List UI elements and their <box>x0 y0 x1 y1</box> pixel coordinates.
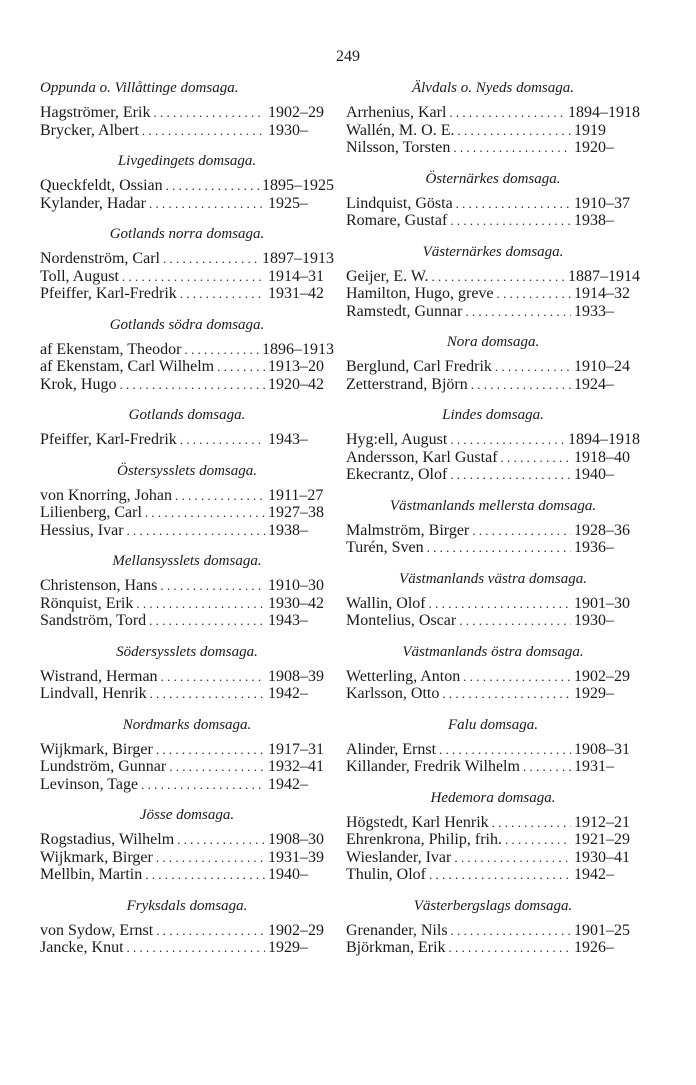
dot-leader <box>450 212 571 229</box>
judge-entry <box>40 685 334 703</box>
tenure-years: 1914–31 <box>268 267 324 285</box>
judge-entry <box>40 831 334 849</box>
tenure-years: 1908–31 <box>574 740 630 758</box>
judge-name: Lindquist, Gösta <box>346 194 453 212</box>
judge-entry <box>40 195 334 213</box>
judge-name: Lundström, Gunnar <box>40 758 167 775</box>
dot-leader <box>119 376 265 393</box>
tenure-years: 1928–36 <box>574 521 630 539</box>
dot-leader <box>141 776 265 793</box>
judge-name: Krok, Hugo <box>40 375 117 393</box>
dot-leader <box>449 939 571 956</box>
tenure-years: 1908–39 <box>268 667 324 685</box>
judge-entry <box>346 522 640 540</box>
dot-leader <box>149 612 265 629</box>
judge-entry <box>40 122 334 140</box>
dot-leader <box>177 831 265 848</box>
right-column <box>346 78 640 969</box>
court-section <box>40 224 334 303</box>
judge-name: Sandström, Tord <box>40 612 147 629</box>
dot-leader <box>161 668 265 685</box>
judge-name: Wallin, Olof <box>346 594 426 612</box>
judge-name: Lilienberg, Carl <box>40 504 142 521</box>
court-section <box>40 315 334 394</box>
section-heading: Mellansysslets domsaga. <box>112 553 262 569</box>
judge-entry <box>40 250 334 268</box>
judge-name: Wijkmark, Birger <box>40 740 153 758</box>
judge-name: Wallén, M. O. E. <box>346 121 455 139</box>
judge-name: Högstedt, Karl Henrik <box>346 813 489 831</box>
judge-name: Brycker, Albert <box>40 121 139 139</box>
dot-leader <box>497 285 571 302</box>
tenure-years: 1942– <box>268 685 308 702</box>
judge-entry <box>40 776 334 794</box>
judge-entry <box>346 358 640 376</box>
court-section <box>346 715 640 776</box>
section-heading: Gotlands norra domsaga. <box>109 226 265 242</box>
tenure-years: 1942– <box>268 775 308 793</box>
dot-leader <box>180 431 265 448</box>
dot-leader <box>523 758 571 775</box>
dot-leader <box>166 177 259 194</box>
dot-leader <box>184 341 259 358</box>
judge-entry <box>40 612 334 630</box>
court-section <box>40 151 334 212</box>
tenure-years: 1943– <box>268 612 308 629</box>
judge-entry <box>346 195 640 213</box>
court-section <box>346 405 640 484</box>
tenure-years: 1913–20 <box>268 358 324 375</box>
judge-entry <box>40 922 334 940</box>
court-section <box>346 496 640 557</box>
dot-leader <box>501 449 571 466</box>
judge-entry <box>346 922 640 940</box>
tenure-years: 1924– <box>574 375 614 393</box>
judge-name: Pfeiffer, Karl-Fredrik <box>40 285 177 302</box>
judge-name: af Ekenstam, Carl Wilhelm <box>40 358 215 375</box>
judge-entry <box>346 668 640 686</box>
section-heading: Nordmarks domsaga. <box>122 716 252 733</box>
tenure-years: 1901–25 <box>574 921 630 939</box>
dot-leader <box>145 504 265 521</box>
tenure-years: 1938– <box>574 212 614 229</box>
tenure-years: 1896–1913 <box>262 340 334 358</box>
section-heading: Västmanlands östra domsaga. <box>402 643 584 660</box>
judge-entry <box>346 466 640 484</box>
judge-entry <box>346 122 640 140</box>
judge-entry <box>40 504 334 522</box>
judge-entry <box>346 831 640 849</box>
judge-entry <box>346 285 640 303</box>
tenure-years: 1929– <box>574 685 614 702</box>
judge-name: Malmström, Birger <box>346 521 470 539</box>
dot-leader <box>505 831 571 848</box>
dot-leader <box>145 866 265 883</box>
dot-leader <box>149 195 265 212</box>
dot-leader <box>450 466 571 483</box>
section-heading: Livgedingets domsaga. <box>117 153 257 169</box>
court-section <box>40 405 334 449</box>
judge-entry <box>346 212 640 230</box>
dot-leader <box>169 758 265 775</box>
tenure-years: 1887–1914 <box>568 267 640 285</box>
dot-leader <box>160 577 265 594</box>
tenure-years: 1932–41 <box>268 758 324 775</box>
tenure-years: 1930–41 <box>574 848 630 866</box>
judge-entry <box>346 612 640 630</box>
judge-name: Wistrand, Herman <box>40 667 158 685</box>
judge-entry <box>40 431 334 449</box>
judge-entry <box>346 376 640 394</box>
judge-entry <box>346 431 640 449</box>
judge-name: Kylander, Hadar <box>40 194 146 212</box>
dot-leader <box>156 922 265 939</box>
dot-leader <box>136 595 265 612</box>
dot-leader <box>180 285 265 302</box>
judge-name: Romare, Gustaf <box>346 212 448 229</box>
court-section <box>40 551 334 630</box>
dot-leader <box>127 939 265 956</box>
dot-leader <box>472 522 571 539</box>
section-heading: Älvdals o. Nyeds domsaga. <box>411 80 575 96</box>
judge-name: Turén, Sven <box>346 539 424 556</box>
tenure-years: 1936– <box>574 539 614 556</box>
section-heading: Falu domsaga. <box>448 716 538 733</box>
court-section <box>40 896 334 957</box>
dot-leader <box>127 522 265 539</box>
court-section <box>346 788 640 884</box>
dot-leader <box>454 849 571 866</box>
judge-name: Hamilton, Hugo, greve <box>346 285 494 302</box>
section-heading: Västernärkes domsaga. <box>422 243 564 260</box>
dot-leader <box>429 595 571 612</box>
tenure-years: 1919 <box>574 121 606 139</box>
dot-leader <box>449 104 565 121</box>
tenure-years: 1920–42 <box>268 375 324 393</box>
judge-entry <box>346 595 640 613</box>
dot-leader <box>453 139 571 156</box>
dot-leader <box>442 685 571 702</box>
dot-leader <box>457 122 571 139</box>
tenure-years: 1926– <box>574 939 614 956</box>
tenure-years: 1938– <box>268 521 308 539</box>
judge-name: Karlsson, Otto <box>346 685 440 702</box>
judge-name: Wijkmark, Birger <box>40 848 153 866</box>
dot-leader <box>163 250 259 267</box>
judge-entry <box>40 341 334 359</box>
tenure-years: 1917–31 <box>268 740 324 758</box>
section-heading: Södersysslets domsaga. <box>116 643 258 660</box>
tenure-years: 1931–42 <box>268 285 324 302</box>
judge-name: af Ekenstam, Theodor <box>40 340 182 358</box>
section-heading: Gotlands södra domsaga. <box>109 316 265 333</box>
dot-leader <box>150 685 265 702</box>
judge-name: Toll, August <box>40 267 119 285</box>
tenure-years: 1933– <box>574 302 614 320</box>
judge-entry <box>40 487 334 505</box>
tenure-years: 1929– <box>268 939 308 956</box>
tenure-years: 1927–38 <box>268 504 324 521</box>
dot-leader <box>456 195 571 212</box>
judge-entry <box>40 376 334 394</box>
tenure-years: 1918–40 <box>574 448 630 466</box>
dot-leader <box>156 849 265 866</box>
judge-entry <box>40 577 334 595</box>
judge-name: von Knorring, Johan <box>40 486 172 504</box>
judge-entry <box>40 668 334 686</box>
tenure-years: 1930–42 <box>268 594 324 612</box>
judge-entry <box>346 268 640 286</box>
judge-name: Jancke, Knut <box>40 939 124 956</box>
section-heading: Västerbergslags domsaga. <box>413 897 573 914</box>
judge-name: Ekecrantz, Olof <box>346 466 448 483</box>
dot-leader <box>427 539 571 556</box>
section-heading: Fryksdals domsaga. <box>126 897 248 914</box>
judge-entry <box>346 814 640 832</box>
judge-name: Lindvall, Henrik <box>40 685 147 702</box>
judge-name: Levinson, Tage <box>40 775 139 793</box>
court-section <box>346 78 640 157</box>
tenure-years: 1911–27 <box>268 486 324 504</box>
judge-entry <box>346 303 640 321</box>
dot-leader <box>459 612 571 629</box>
judge-name: Berglund, Carl Fredrik <box>346 358 492 375</box>
judge-entry <box>346 139 640 157</box>
judge-entry <box>346 104 640 122</box>
tenure-years: 1921–29 <box>574 831 630 848</box>
tenure-years: 1930– <box>574 612 614 629</box>
dot-leader <box>175 487 265 504</box>
left-column <box>40 78 334 969</box>
section-heading: Jösse domsaga. <box>139 807 235 823</box>
tenure-years: 1902–29 <box>268 104 324 121</box>
section-heading: Östernärkes domsaga. <box>425 170 561 187</box>
judge-name: Killander, Fredrik Wilhelm <box>346 758 520 775</box>
tenure-years: 1895–1925 <box>262 177 334 194</box>
tenure-years: 1910–24 <box>574 358 630 375</box>
dot-leader <box>450 431 565 448</box>
dot-leader <box>122 268 265 285</box>
judge-name: Grenander, Nils <box>346 921 448 939</box>
dot-leader <box>492 814 571 831</box>
judge-entry <box>40 939 334 957</box>
judge-name: Rogstadius, Wilhelm <box>40 831 175 848</box>
dot-leader <box>142 122 265 139</box>
judge-entry <box>346 685 640 703</box>
judge-name: Wetterling, Anton <box>346 667 461 685</box>
section-heading: Lindes domsaga. <box>442 407 544 423</box>
court-section <box>40 715 334 794</box>
judge-name: Zetterstrand, Björn <box>346 375 468 393</box>
judge-entry <box>40 522 334 540</box>
tenure-years: 1925– <box>268 194 308 212</box>
judge-entry <box>40 849 334 867</box>
judge-name: Nordenström, Carl <box>40 250 160 267</box>
court-section <box>346 332 640 393</box>
judge-name: Arrhenius, Karl <box>346 104 447 121</box>
judge-name: Christenson, Hans <box>40 577 158 594</box>
judge-name: Thulin, Olof <box>346 866 426 883</box>
judge-entry <box>346 866 640 884</box>
judge-entry <box>40 741 334 759</box>
tenure-years: 1897–1913 <box>262 250 334 267</box>
judge-name: Mellbin, Martin <box>40 866 143 883</box>
dot-leader <box>465 303 571 320</box>
judge-name: Wieslander, Ivar <box>346 848 452 866</box>
judge-name: Hagströmer, Erik <box>40 104 151 121</box>
tenure-years: 1901–30 <box>574 594 630 612</box>
judge-entry <box>346 849 640 867</box>
judge-entry <box>346 758 640 776</box>
judge-name: Ramstedt, Gunnar <box>346 302 463 320</box>
judge-name: Ehrenkrona, Philip, frih. <box>346 831 502 848</box>
section-heading: Hedemora domsaga. <box>430 789 556 806</box>
judge-entry <box>40 866 334 884</box>
court-section <box>40 642 334 703</box>
dot-leader <box>471 376 571 393</box>
judge-name: Björkman, Erik <box>346 939 446 956</box>
court-section <box>40 805 334 884</box>
dot-leader <box>153 104 265 121</box>
judge-entry <box>346 449 640 467</box>
tenure-years: 1920– <box>574 139 614 156</box>
judge-name: Nilsson, Torsten <box>346 139 451 156</box>
section-heading: Nora domsaga. <box>446 334 540 350</box>
court-section <box>346 642 640 703</box>
court-section <box>346 896 640 957</box>
page-number: 249 <box>336 48 360 65</box>
court-section <box>40 461 334 540</box>
tenure-years: 1912–21 <box>574 813 630 831</box>
judge-name: Alinder, Ernst <box>346 740 437 758</box>
judge-name: Andersson, Karl Gustaf <box>346 448 498 466</box>
judge-entry <box>346 539 640 557</box>
dot-leader <box>431 268 565 285</box>
judge-entry <box>40 177 334 195</box>
judge-entry <box>40 268 334 286</box>
tenure-years: 1902–29 <box>268 921 324 939</box>
judge-entry <box>346 939 640 957</box>
tenure-years: 1931– <box>574 758 614 775</box>
tenure-years: 1910–30 <box>268 577 324 594</box>
judge-name: Geijer, E. W. <box>346 267 429 285</box>
tenure-years: 1894–1918 <box>568 431 640 448</box>
judge-entry <box>40 285 334 303</box>
court-section <box>40 78 334 139</box>
section-heading: Östersysslets domsaga. <box>116 462 257 479</box>
tenure-years: 1931–39 <box>268 848 324 866</box>
court-section <box>346 569 640 630</box>
dot-leader <box>217 358 265 375</box>
judge-entry <box>40 104 334 122</box>
judge-name: Queckfeldt, Ossian <box>40 177 163 194</box>
tenure-years: 1902–29 <box>574 667 630 685</box>
judge-name: Pfeiffer, Karl-Fredrik <box>40 431 177 448</box>
court-section <box>346 169 640 230</box>
tenure-years: 1910–37 <box>574 194 630 212</box>
judge-entry <box>40 758 334 776</box>
section-heading: Oppunda o. Villåttinge domsaga. <box>40 80 239 96</box>
dot-leader <box>451 922 571 939</box>
tenure-years: 1943– <box>268 431 308 448</box>
tenure-years: 1908–30 <box>268 831 324 848</box>
dot-leader <box>156 741 265 758</box>
judge-entry <box>346 741 640 759</box>
dot-leader <box>429 866 571 883</box>
section-heading: Västmanlands västra domsaga. <box>399 570 587 587</box>
judge-name: Hessius, Ivar <box>40 521 124 539</box>
judge-name: Hyg:ell, August <box>346 431 448 448</box>
tenure-years: 1894–1918 <box>568 104 640 121</box>
section-heading: Gotlands domsaga. <box>128 407 246 423</box>
tenure-years: 1930– <box>268 121 308 139</box>
judge-name: Montelius, Oscar <box>346 612 457 629</box>
tenure-years: 1942– <box>574 866 614 883</box>
judge-entry <box>40 358 334 376</box>
section-heading: Västmanlands mellersta domsaga. <box>389 497 597 514</box>
dot-leader <box>463 668 571 685</box>
tenure-years: 1940– <box>268 866 308 883</box>
tenure-years: 1914–32 <box>574 285 630 302</box>
judge-entry <box>40 595 334 613</box>
judge-name: Rönquist, Erik <box>40 594 134 612</box>
dot-leader <box>439 741 571 758</box>
court-section <box>346 242 640 321</box>
tenure-years: 1940– <box>574 466 614 483</box>
judge-name: von Sydow, Ernst <box>40 921 154 939</box>
dot-leader <box>495 358 571 375</box>
